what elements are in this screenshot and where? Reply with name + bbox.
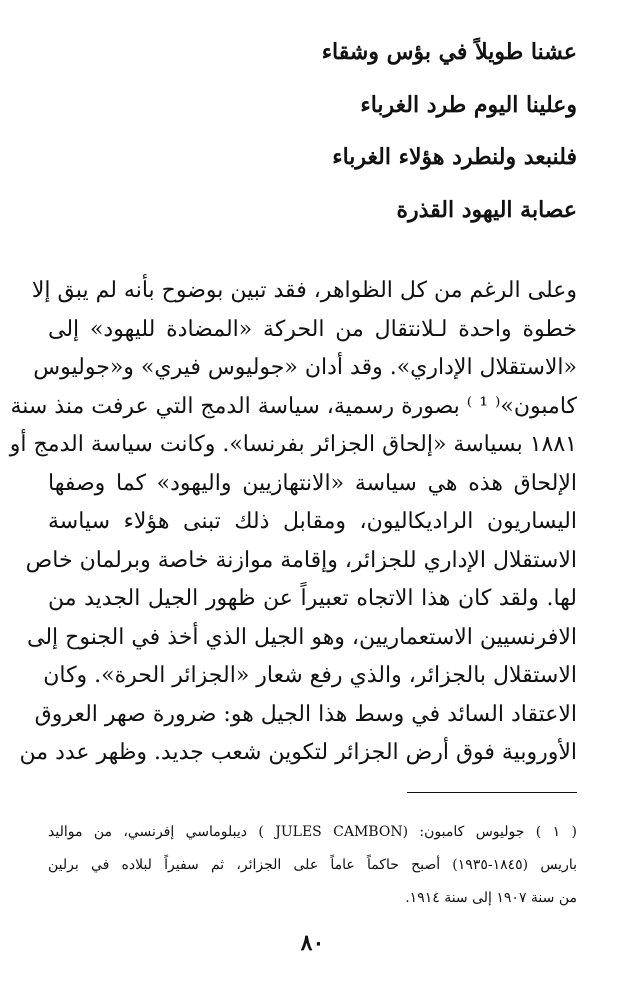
body-line: الافرنسيين الاستعماريين، وهو الجيل الذي أخذ في الجنوح إلى <box>26 624 577 650</box>
footnote-line: من سنة ١٩٠٧ إلى سنة ١٩١٤. <box>405 890 577 906</box>
body-line: ١٨٨١ بسياسة «إلحاق الجزائر بفرنسا». وكانت سياسة الدمج أو <box>9 432 577 457</box>
body-line: اليساريون الراديكاليون، ومقابل ذلك تبنى هؤلاء سياسة <box>48 509 577 534</box>
body-paragraph <box>9 272 577 773</box>
verse-block <box>177 26 577 236</box>
body-line: خطوة واحدة لـلانتقال من الحركة «المضادة لليهود» إلى <box>48 316 577 342</box>
footnote <box>48 816 577 915</box>
verse-line: عصابة اليهود القذرة <box>396 196 577 223</box>
body-line: وعلى الرغم من كل الظواهر، فقد تبين بوضوح بأنه لم يبق إلا <box>31 278 577 303</box>
body-line: كامبون»⁽ ¹ ⁾ بصورة رسمية، سياسة الدمج التي عرفت منذ سنة <box>10 393 577 419</box>
footnote-divider <box>407 792 577 793</box>
page-number: ٨٠ <box>300 930 325 956</box>
footnote-line: ( ١ ) جوليوس كامبون: (JULES CAMBON ) ديبلوماسي إفرنسي، من مواليد <box>48 824 577 840</box>
body-line: الاعتقاد السائد في وسط هذا الجيل هو: ضرورة صهر العروق <box>34 701 577 727</box>
body-line: لها. ولقد كان هذا الاتجاه تعبيراً عن ظهور الجيل الجديد من <box>48 586 577 611</box>
body-line: الاستقلال بالجزائر، والذي رفع شعار «الجزائر الحرة». وكان <box>43 663 577 688</box>
body-line: الأوروبية فوق أرض الجزائر لتكوين شعب جديد. وظهر عدد من <box>19 740 577 765</box>
footnote-line: باريس (١٨٤٥-١٩٣٥) أصبح حاكماً عاماً على الجزائر، ثم سفيراً لبلاده في برلين <box>48 857 577 873</box>
body-line: الإلحاق هذه هي سياسة «الانتهازيين واليهود» كما وصفها <box>48 470 577 496</box>
verse-line: فلنبعد ولنطرد هؤلاء الغرباء <box>332 144 577 170</box>
verse-line: عشنا طويلاً في بؤس وشقاء <box>321 39 577 65</box>
verse-line: وعلينا اليوم طرد الغرباء <box>360 91 577 118</box>
body-line: الاستقلال الإداري للجزائر، وإقامة موازنة خاصة وبرلمان خاص <box>25 547 577 573</box>
body-line: «الاستقلال الإداري». وقد أدان «جوليوس فيري» و«جوليوس <box>33 355 577 380</box>
